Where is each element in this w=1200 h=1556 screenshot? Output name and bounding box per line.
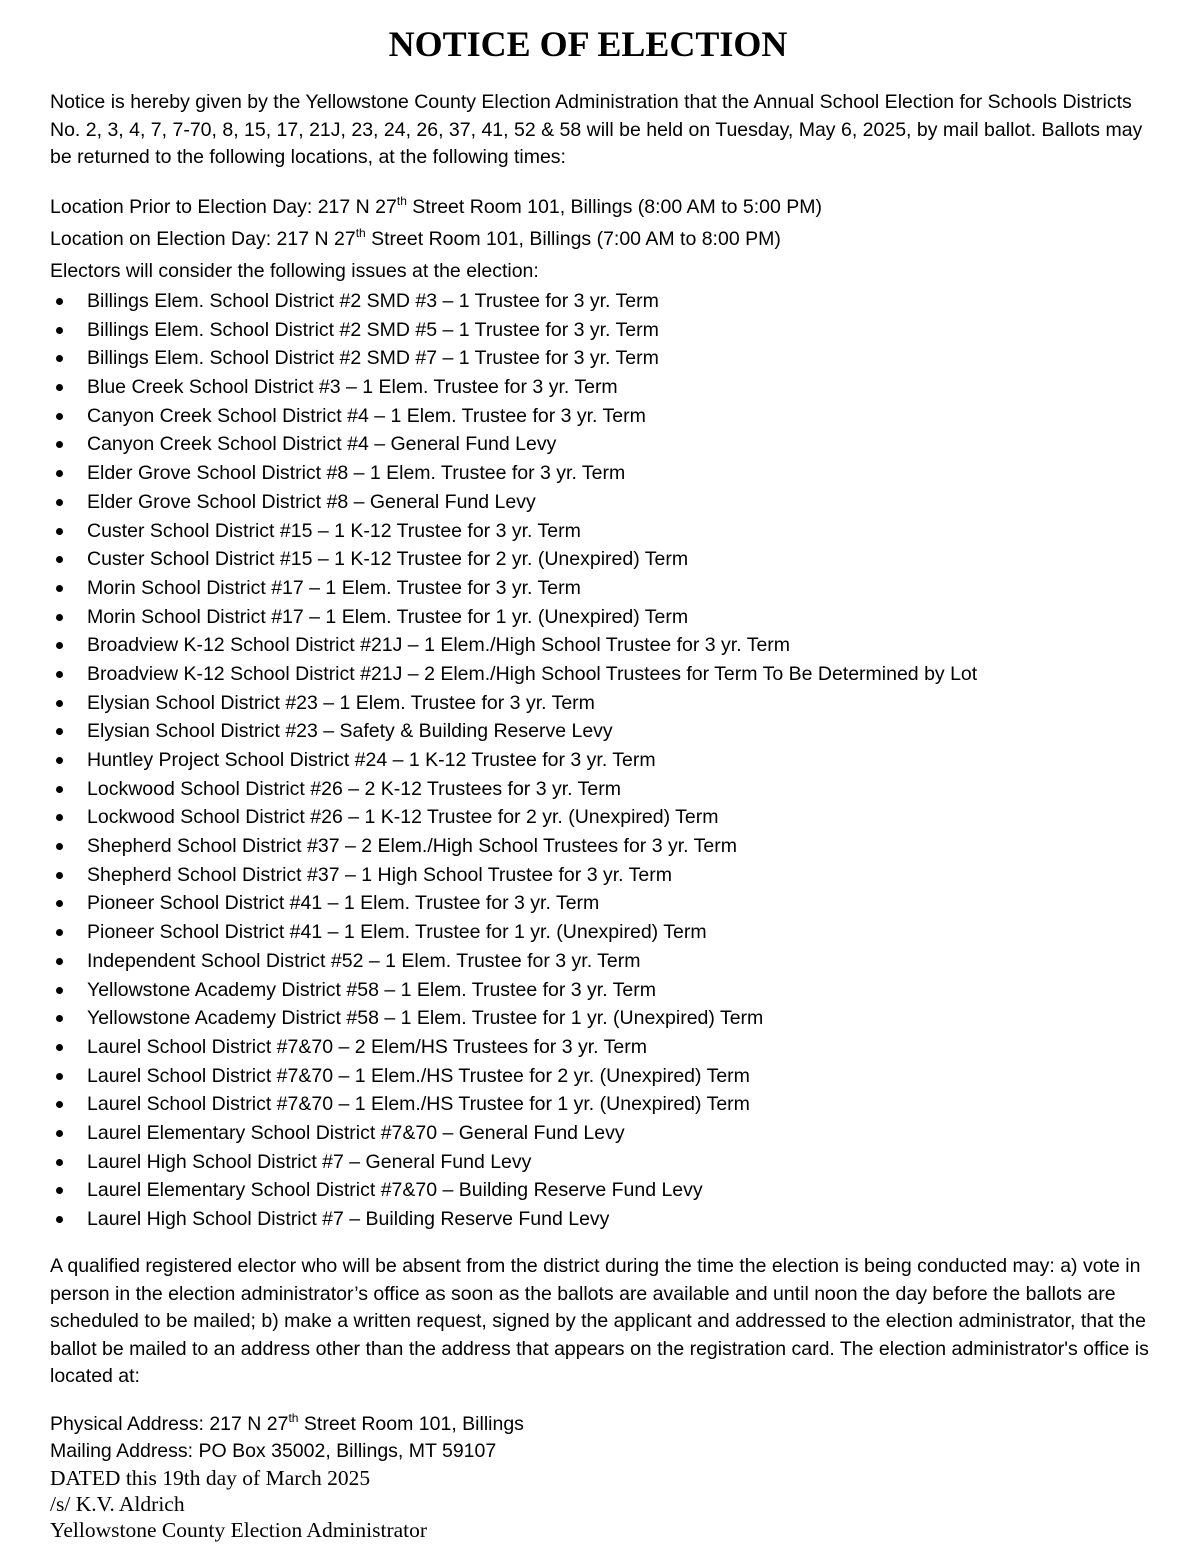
bullet-icon bbox=[56, 1130, 63, 1137]
intro-paragraph: Notice is hereby given by the Yellowstone County Election Administration that the Annual School Election for Schools Districts No. 2, 3, 4, 7, 7-70, 8, 15, 17, 21J, 23, 24, 26, 37, 41, 52 & 58 will be held on Tuesday, May 6, 2025, by mail ballot. Ballots may be returned to the following locations, at the following times: bbox=[50, 91, 1143, 168]
issue-text: Morin School District #17 – 1 Elem. Trustee for 3 yr. Term bbox=[87, 576, 581, 599]
bullet-icon bbox=[56, 1044, 63, 1051]
bullet-icon bbox=[56, 814, 63, 821]
issue-text: Billings Elem. School District #2 SMD #3 – 1 Trustee for 3 yr. Term bbox=[87, 290, 659, 312]
issue-text: Laurel Elementary School District #7&70 – General Fund Levy bbox=[87, 1121, 625, 1144]
location-on-day bbox=[50, 223, 1150, 255]
bullet-icon bbox=[56, 413, 63, 420]
location-on-day-sup: th bbox=[355, 225, 366, 240]
mailing-address: Mailing Address: PO Box 35002, Billings, MT 59107 bbox=[50, 1440, 497, 1462]
bullet-icon bbox=[56, 441, 63, 448]
issue-item bbox=[50, 1004, 977, 1033]
office-addresses bbox=[50, 1411, 1150, 1465]
bullet-icon bbox=[56, 556, 63, 563]
bullet-icon bbox=[56, 1101, 63, 1108]
issue-item bbox=[50, 459, 977, 488]
issue-item bbox=[50, 631, 977, 660]
bullet-icon bbox=[56, 1073, 63, 1080]
issue-text: Elysian School District #23 – 1 Elem. Trustee for 3 yr. Term bbox=[87, 691, 595, 714]
bullet-icon bbox=[56, 384, 63, 391]
issue-item bbox=[50, 947, 977, 976]
issue-item bbox=[50, 344, 977, 373]
issue-text: Morin School District #17 – 1 Elem. Trustee for 1 yr. (Unexpired) Term bbox=[87, 605, 689, 628]
issue-text: Broadview K-12 School District #21J – 2 Elem./High School Trustees for Term To Be Determined by Lot bbox=[87, 662, 978, 685]
page-title: NOTICE OF ELECTION bbox=[388, 24, 788, 64]
issue-item bbox=[50, 1176, 977, 1205]
issue-item bbox=[50, 430, 977, 459]
bullet-icon bbox=[56, 843, 63, 850]
issue-item bbox=[50, 1033, 977, 1062]
issue-item bbox=[50, 488, 977, 517]
issue-item bbox=[50, 517, 977, 546]
issue-text: Laurel School District #7&70 – 2 Elem/HS Trustees for 3 yr. Term bbox=[87, 1035, 647, 1058]
location-prior bbox=[50, 191, 1150, 223]
bullet-icon bbox=[56, 786, 63, 793]
bullet-icon bbox=[56, 1187, 63, 1194]
bullet-icon bbox=[56, 728, 63, 735]
issue-text: Broadview K-12 School District #21J – 1 Elem./High School Trustee for 3 yr. Term bbox=[87, 634, 791, 657]
issue-text: Independent School District #52 – 1 Elem. Trustee for 3 yr. Term bbox=[87, 949, 641, 972]
issue-text: Elysian School District #23 – Safety & Building Reserve Levy bbox=[87, 720, 613, 743]
issue-item bbox=[50, 861, 977, 890]
issue-item bbox=[50, 832, 977, 861]
location-prior-sup: th bbox=[396, 193, 407, 208]
location-on-day-rest: Street Room 101, Billings (7:00 AM to 8:00 PM) bbox=[365, 228, 781, 250]
bullet-icon bbox=[56, 499, 63, 506]
location-prior-rest: Street Room 101, Billings (8:00 AM to 5:00 PM) bbox=[406, 196, 822, 218]
issue-item bbox=[50, 1090, 977, 1119]
bullet-icon bbox=[56, 327, 63, 334]
issue-item bbox=[50, 574, 977, 603]
issue-item bbox=[50, 287, 977, 316]
issue-text: Pioneer School District #41 – 1 Elem. Trustee for 1 yr. (Unexpired) Term bbox=[87, 921, 707, 944]
issue-text: Yellowstone Academy District #58 – 1 Elem. Trustee for 3 yr. Term bbox=[87, 978, 657, 1001]
issue-text: Pioneer School District #41 – 1 Elem. Trustee for 3 yr. Term bbox=[87, 892, 600, 915]
bullet-icon bbox=[56, 614, 63, 621]
issue-text: Shepherd School District #37 – 2 Elem./High School Trustees for 3 yr. Term bbox=[87, 835, 737, 858]
bullet-icon bbox=[56, 1015, 63, 1022]
bullet-icon bbox=[56, 355, 63, 362]
issue-item bbox=[50, 889, 977, 918]
issue-text: Canyon Creek School District #4 – 1 Elem. Trustee for 3 yr. Term bbox=[87, 404, 646, 427]
bullet-icon bbox=[56, 642, 63, 649]
issue-item bbox=[50, 1148, 977, 1177]
absent-voter-paragraph: A qualified registered elector who will be absent from the district during the time the election is being conducted may: a) vote in person in the election administrator’s office as soon as the ballots are available and until noon the day before the ballots are scheduled to be mailed; b) make a written request, signed by the applicant and addressed to the election administrator, that the ballot be mailed to an address other than the address that appears on the registration card. The election administrator's office is located at: bbox=[50, 1255, 1149, 1388]
issue-text: Blue Creek School District #3 – 1 Elem. Trustee for 3 yr. Term bbox=[87, 376, 618, 399]
bullet-icon bbox=[56, 987, 63, 994]
issue-item bbox=[50, 775, 977, 804]
physical-address-label: Physical Address: 217 N 27 bbox=[50, 1413, 289, 1435]
physical-address bbox=[50, 1411, 1150, 1438]
signature-block bbox=[50, 1465, 427, 1543]
issue-item bbox=[50, 660, 977, 689]
bullet-icon bbox=[56, 585, 63, 592]
issue-text: Elder Grove School District #8 – 1 Elem. Trustee for 3 yr. Term bbox=[87, 462, 626, 485]
bullet-icon bbox=[56, 700, 63, 707]
issue-text: Laurel School District #7&70 – 1 Elem./HS Trustee for 1 yr. (Unexpired) Term bbox=[87, 1093, 750, 1116]
issue-item bbox=[50, 603, 977, 632]
locations-block bbox=[50, 191, 1150, 287]
bullet-icon bbox=[56, 470, 63, 477]
issue-text: Billings Elem. School District #2 SMD #7 – 1 Trustee for 3 yr. Term bbox=[87, 347, 659, 370]
dated-line: DATED this 19th day of March 2025 bbox=[50, 1466, 371, 1490]
location-prior-label: Location Prior to Election Day: 217 N 27 bbox=[50, 196, 397, 218]
issue-text: Laurel School District #7&70 – 1 Elem./HS Trustee for 2 yr. (Unexpired) Term bbox=[87, 1064, 750, 1087]
issue-item bbox=[50, 717, 977, 746]
issue-item bbox=[50, 316, 977, 345]
issues-list bbox=[50, 287, 977, 1234]
issue-text: Lockwood School District #26 – 1 K-12 Trustee for 2 yr. (Unexpired) Term bbox=[87, 806, 719, 829]
issue-text: Custer School District #15 – 1 K-12 Trustee for 3 yr. Term bbox=[87, 519, 581, 542]
bullet-icon bbox=[56, 900, 63, 907]
issue-item bbox=[50, 746, 977, 775]
issue-item bbox=[50, 689, 977, 718]
location-on-day-label: Location on Election Day: 217 N 27 bbox=[50, 228, 356, 250]
bullet-icon bbox=[56, 872, 63, 879]
issue-item bbox=[50, 803, 977, 832]
bullet-icon bbox=[56, 1159, 63, 1166]
issue-item bbox=[50, 1119, 977, 1148]
issue-text: Laurel Elementary School District #7&70 – Building Reserve Fund Levy bbox=[87, 1179, 703, 1202]
issue-text: Elder Grove School District #8 – General Fund Levy bbox=[87, 490, 536, 513]
issue-item bbox=[50, 1062, 977, 1091]
bullet-icon bbox=[56, 528, 63, 535]
issue-item bbox=[50, 1205, 977, 1234]
bullet-icon bbox=[56, 958, 63, 965]
issue-text: Lockwood School District #26 – 2 K-12 Trustees for 3 yr. Term bbox=[87, 777, 621, 800]
physical-address-sup: th bbox=[288, 1410, 299, 1425]
bullet-icon bbox=[56, 298, 63, 305]
issue-text: Yellowstone Academy District #58 – 1 Elem. Trustee for 1 yr. (Unexpired) Term bbox=[87, 1007, 764, 1030]
bullet-icon bbox=[56, 671, 63, 678]
bullet-icon bbox=[56, 1216, 63, 1223]
issue-item bbox=[50, 976, 977, 1005]
issue-item bbox=[50, 545, 977, 574]
electors-statement: Electors will consider the following issues at the election: bbox=[50, 260, 539, 282]
issue-item bbox=[50, 918, 977, 947]
issue-text: Huntley Project School District #24 – 1 K-12 Trustee for 3 yr. Term bbox=[87, 749, 656, 771]
administrator-title: Yellowstone County Election Administrator bbox=[50, 1518, 428, 1542]
issue-item bbox=[50, 373, 977, 402]
bullet-icon bbox=[56, 757, 63, 764]
issue-text: Laurel High School District #7 – Building Reserve Fund Levy bbox=[87, 1208, 610, 1230]
issue-text: Laurel High School District #7 – General Fund Levy bbox=[87, 1150, 532, 1173]
issue-text: Custer School District #15 – 1 K-12 Trustee for 2 yr. (Unexpired) Term bbox=[87, 548, 689, 571]
issue-item bbox=[50, 402, 977, 431]
issue-text: Canyon Creek School District #4 – General Fund Levy bbox=[87, 433, 557, 456]
issue-text: Billings Elem. School District #2 SMD #5 – 1 Trustee for 3 yr. Term bbox=[87, 318, 659, 341]
signed-line: /s/ K.V. Aldrich bbox=[50, 1492, 185, 1516]
bullet-icon bbox=[56, 929, 63, 936]
physical-address-rest: Street Room 101, Billings bbox=[298, 1413, 524, 1435]
issue-text: Shepherd School District #37 – 1 High School Trustee for 3 yr. Term bbox=[87, 863, 672, 886]
